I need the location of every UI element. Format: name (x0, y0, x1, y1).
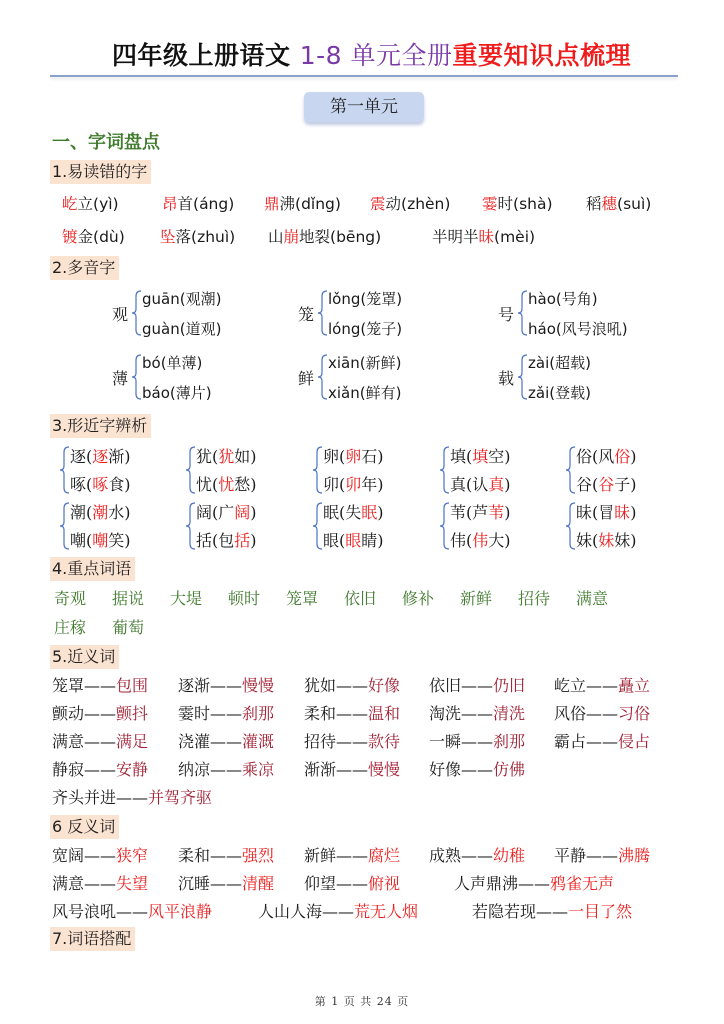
title-part-summary: 重要知识点梳理 (452, 41, 632, 70)
antonym-pair: 仰望——俯视 (304, 874, 401, 893)
polyphone-reading: guān(观潮) (142, 290, 222, 308)
synonym-pair: 纳凉——乘凉 (178, 760, 275, 779)
synonym-pair: 渐渐——慢慢 (304, 760, 401, 779)
section-collocations: 7.词语搭配 (50, 927, 135, 951)
polyphone-char: 号 (498, 305, 515, 324)
section-misread: 1.易读错的字 (50, 160, 151, 184)
keyword: 据说 (112, 589, 145, 608)
keyword: 庄稼 (54, 618, 87, 637)
title-part-units: 1-8 单元全册 (299, 41, 453, 70)
misread-item: 鼎沸(dǐng) (264, 195, 341, 213)
synonym-pair: 犹如——好像 (304, 676, 401, 695)
keyword: 修补 (402, 589, 435, 608)
polyphone-char: 观 (112, 305, 129, 324)
brace-icon (60, 502, 70, 550)
page-title (112, 36, 631, 72)
keyword: 顿时 (228, 589, 261, 608)
synonym-pair: 霸占——侵占 (554, 732, 651, 751)
synonym-pair: 逐渐——慢慢 (178, 676, 275, 695)
keyword: 笼罩 (286, 589, 319, 608)
misread-item: 镀金(dù) (62, 228, 125, 246)
polyphone-reading: guàn(道观) (142, 320, 222, 338)
unit-badge: 第一单元 (304, 92, 424, 122)
brace-icon (132, 290, 142, 336)
title-part-grade: 四年级上册语文 (112, 41, 300, 70)
document-page: 四年级上册语文 1-8 单元全册重要知识点梳理 第一单元 一、字词盘点 1.易读错的字 屹立(yì) 昂首(áng) 鼎沸(dǐng) 震动(zhèn) 霎时(shà) 稻穗(suì) 镀金(dù) 坠落(zhuì) 山崩地裂(bēng) 半明半昧(mèi) 2.多音字 观 guān(观潮) guàn(道观) 笼 lǒng(笼罩) lóng(笼子) 号 hào(号角) háo(风号浪吼) 薄 bó(单薄) báo(薄片) 鲜 xiān(新鲜) xiǎn(鲜有) 载 zài(超载) zǎi(登载) 3.形近字辨析 逐(逐渐) 啄(啄食) 犹(犹如) 忧(忧愁) 卵(卵石) 卯(卯年) 填(填空) 真(认真) 俗(风俗) 谷(谷子) 潮(潮水) 嘲(嘲笑) 阔(广阔) 括(包括) 眠(失眠) 眼(眼睛) 苇(芦苇) 伟(伟大) 昧(冒昧) 妹(妹妹) 4.重点词语 奇观 据说 大堤 顿时 笼罩 依旧 修补 新鲜 招待 满意 庄稼 葡萄 5.近义词 笼罩——包围 逐渐——慢慢 犹如——好像 依旧——仍旧 屹立——矗立 颤动——颤抖 霎时——刹那 柔和——温和 淘洗——清洗 风俗——习俗 满意——满足 浇灌——灌溉 招待——款待 一瞬——刹那 霸占——侵占 静寂——安静 纳凉——乘凉 渐渐——慢慢 好像——仿佛 齐头并进——并驾齐驱 6 反义词 宽阔——狭窄 柔和——强烈 新鲜——腐烂 成熟——幼稚 平静——沸腾 满意——失望 沉睡——清醒 仰望——俯视 人声鼎沸——鸦雀无声 风号浪吼——风平浪静 人山人海——荒无人烟 若隐若现——一目了然 7.词语搭配 第 1 页 共 24 页 (0, 0, 724, 1024)
polyphone-reading: xiǎn(鲜有) (328, 384, 402, 402)
antonym-pair: 风号浪吼——风平浪静 (52, 902, 213, 921)
synonym-pair: 风俗——习俗 (554, 704, 651, 723)
misread-item: 屹立(yì) (62, 195, 119, 213)
polyphone-char: 鲜 (298, 369, 315, 388)
brace-icon (318, 354, 328, 400)
polyphone-reading: zài(超载) (528, 354, 591, 372)
brace-icon (566, 446, 576, 494)
synonym-pair: 颤动——颤抖 (52, 704, 149, 723)
synonym-pair: 淘洗——清洗 (429, 704, 526, 723)
misread-item: 霎时(shà) (482, 195, 553, 213)
brace-icon (318, 290, 328, 336)
synonym-pair: 静寂——安静 (52, 760, 149, 779)
antonym-pair: 人声鼎沸——鸦雀无声 (454, 874, 615, 893)
brace-icon (440, 446, 450, 494)
antonym-pair: 平静——沸腾 (554, 846, 651, 865)
keyword: 奇观 (54, 589, 87, 608)
section-keywords: 4.重点词语 (50, 557, 135, 581)
brace-icon (440, 502, 450, 550)
synonym-pair: 齐头并进——并驾齐驱 (52, 788, 213, 807)
antonym-pair: 人山人海——荒无人烟 (258, 902, 419, 921)
synonym-pair: 好像——仿佛 (429, 760, 526, 779)
keyword: 大堤 (170, 589, 203, 608)
misread-item: 半明半昧(mèi) (432, 228, 536, 246)
misread-item: 山崩地裂(bēng) (268, 228, 382, 246)
polyphone-reading: zǎi(登载) (528, 384, 591, 402)
antonym-pair: 柔和——强烈 (178, 846, 275, 865)
synonym-pair: 一瞬——刹那 (429, 732, 526, 751)
brace-icon (186, 446, 196, 494)
polyphone-reading: lóng(笼子) (328, 320, 403, 338)
polyphone-reading: hào(号角) (528, 290, 598, 308)
polyphone-reading: bó(单薄) (142, 354, 203, 372)
synonym-pair: 满意——满足 (52, 732, 149, 751)
synonym-pair: 依旧——仍旧 (429, 676, 526, 695)
polyphone-char: 薄 (112, 369, 129, 388)
antonym-pair: 宽阔——狭窄 (52, 846, 149, 865)
section-synonyms: 5.近义词 (50, 645, 119, 669)
brace-icon (186, 502, 196, 550)
polyphone-reading: báo(薄片) (142, 384, 212, 402)
synonym-pair: 屹立——矗立 (554, 676, 651, 695)
brace-icon (313, 446, 323, 494)
polyphone-reading: háo(风号浪吼) (528, 320, 628, 338)
brace-icon (518, 354, 528, 400)
synonym-pair: 柔和——温和 (304, 704, 401, 723)
keyword: 依旧 (344, 589, 377, 608)
keyword: 新鲜 (460, 589, 493, 608)
brace-icon (566, 502, 576, 550)
brace-icon (313, 502, 323, 550)
antonym-pair: 沉睡——清醒 (178, 874, 275, 893)
synonym-pair: 招待——款待 (304, 732, 401, 751)
brace-icon (60, 446, 70, 494)
section-antonyms: 6 反义词 (50, 815, 119, 839)
section-similar-chars: 3.形近字辨析 (50, 414, 151, 438)
page-footer: 第 1 页 共 24 页 (314, 995, 410, 1008)
misread-item: 昂首(áng) (162, 195, 235, 213)
polyphone-reading: lǒng(笼罩) (328, 290, 403, 308)
section-polyphones: 2.多音字 (50, 256, 119, 280)
heading-vocabulary: 一、字词盘点 (52, 132, 160, 153)
keyword: 招待 (518, 589, 551, 608)
polyphone-char: 笼 (298, 305, 315, 324)
polyphone-char: 载 (498, 369, 515, 388)
misread-item: 稻穗(suì) (586, 195, 652, 213)
polyphone-reading: xiān(新鲜) (328, 354, 402, 372)
synonym-pair: 笼罩——包围 (52, 676, 149, 695)
brace-icon (132, 354, 142, 400)
misread-item: 震动(zhèn) (370, 195, 451, 213)
title-divider (50, 75, 678, 77)
brace-icon (518, 290, 528, 336)
antonym-pair: 新鲜——腐烂 (304, 846, 401, 865)
antonym-pair: 成熟——幼稚 (429, 846, 526, 865)
keyword: 葡萄 (112, 618, 145, 637)
keyword: 满意 (576, 589, 609, 608)
synonym-pair: 霎时——刹那 (178, 704, 275, 723)
misread-item: 坠落(zhuì) (160, 228, 236, 246)
antonym-pair: 满意——失望 (52, 874, 149, 893)
synonym-pair: 浇灌——灌溉 (178, 732, 275, 751)
antonym-pair: 若隐若现——一目了然 (472, 902, 633, 921)
